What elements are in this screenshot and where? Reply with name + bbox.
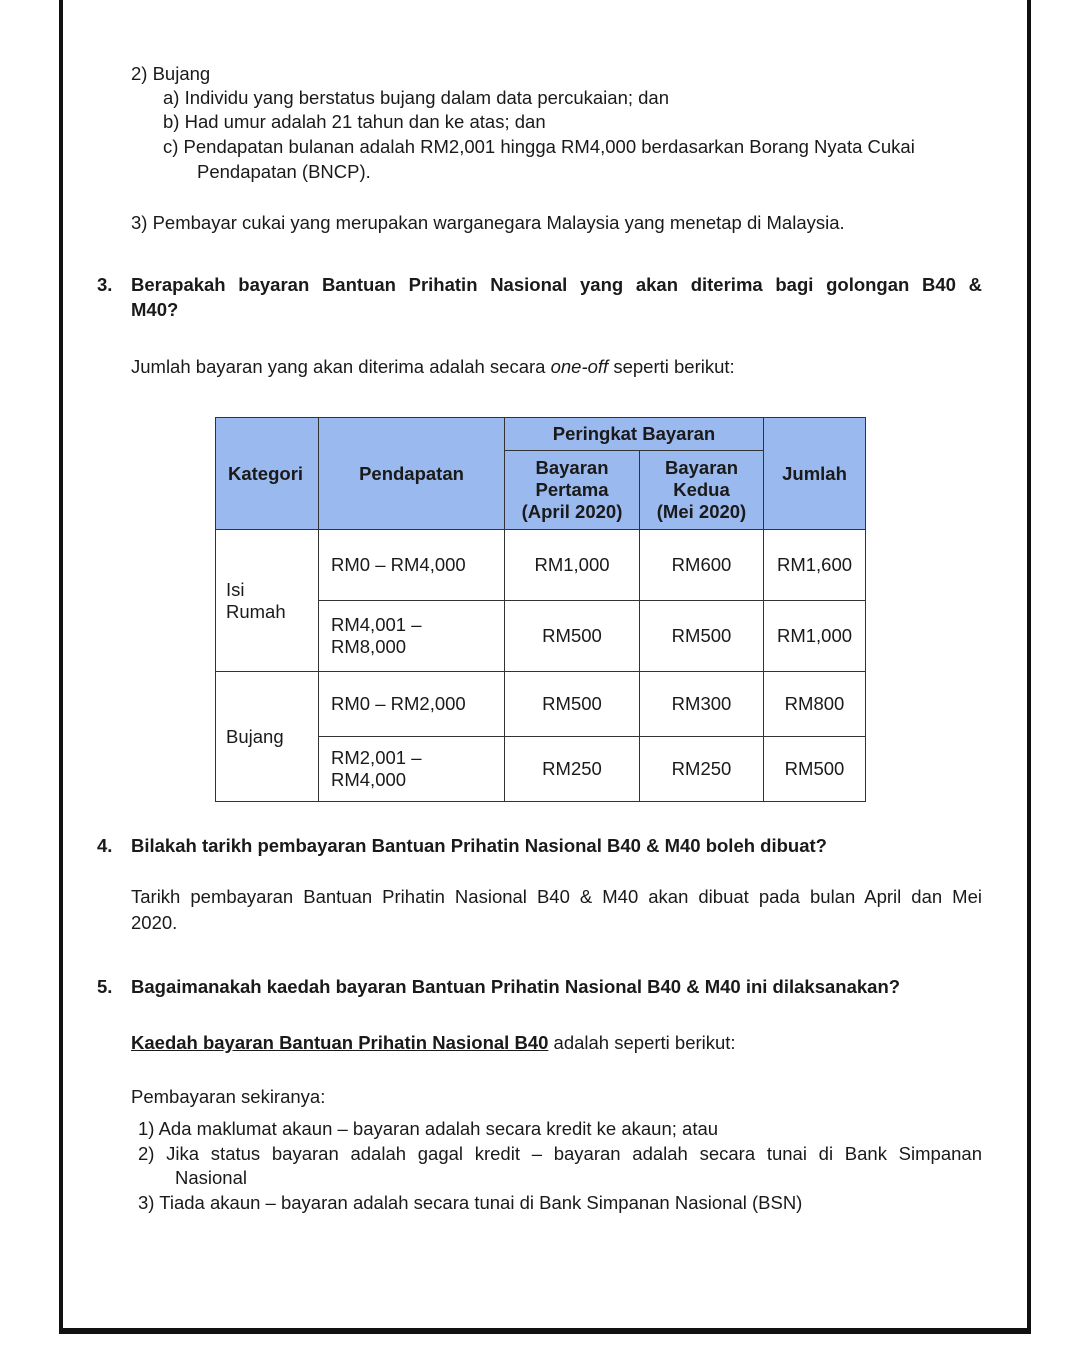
q5-number: 5. — [97, 976, 113, 997]
category-bujang: Bujang — [216, 672, 319, 802]
payment-method-3: 3) Tiada akaun – bayaran adalah secara tunai di Bank Simpanan Nasional (BSN) — [138, 1192, 803, 1213]
header-pendapatan: Pendapatan — [319, 418, 505, 530]
header-peringkat-bayaran: Peringkat Bayaran — [505, 418, 764, 451]
bujang-item-c: c) Pendapatan bulanan adalah RM2,001 hingga RM4,000 berdasarkan Borang Nyata Cukai — [163, 136, 915, 157]
first-payment-cell: RM500 — [505, 601, 640, 672]
q4-answer-line1: Tarikh pembayaran Bantuan Prihatin Nasional B40 & M40 akan dibuat pada bulan April dan Mei — [131, 886, 982, 907]
total-cell: RM800 — [764, 672, 866, 737]
bujang-heading: 2) Bujang — [131, 63, 211, 84]
header-jumlah: Jumlah — [764, 418, 866, 530]
q4-answer-line2: 2020. — [131, 912, 178, 933]
total-cell: RM500 — [764, 737, 866, 802]
criteria-item-3: 3) Pembayar cukai yang merupakan warganegara Malaysia yang menetap di Malaysia. — [131, 212, 845, 233]
pembayaran-sekiranya: Pembayaran sekiranya: — [131, 1086, 326, 1107]
q3-question-line2: M40? — [131, 299, 179, 320]
page-border-right — [1027, 0, 1031, 1334]
table-header-row-1 — [216, 418, 866, 451]
q3-answer: Jumlah bayaran yang akan diterima adalah secara one-off seperti berikut: — [131, 356, 735, 377]
q4-number: 4. — [97, 835, 113, 856]
q5-question: Bagaimanakah kaedah bayaran Bantuan Prihatin Nasional B40 & M40 ini dilaksanakan? — [131, 976, 901, 997]
first-payment-cell: RM1,000 — [505, 530, 640, 601]
q3-number: 3. — [97, 274, 113, 295]
income-cell: RM0 – RM4,000 — [319, 530, 505, 601]
income-cell: RM2,001 – RM4,000 — [319, 737, 505, 802]
header-kategori: Kategori — [216, 418, 319, 530]
table-row — [216, 530, 866, 601]
second-payment-cell: RM250 — [640, 737, 764, 802]
payment-method-1: 1) Ada maklumat akaun – bayaran adalah secara kredit ke akaun; atau — [138, 1118, 719, 1139]
total-cell: RM1,600 — [764, 530, 866, 601]
bujang-item-b: b) Had umur adalah 21 tahun dan ke atas; dan — [163, 111, 546, 132]
second-payment-cell: RM300 — [640, 672, 764, 737]
second-payment-cell: RM500 — [640, 601, 764, 672]
total-cell: RM1,000 — [764, 601, 866, 672]
bujang-item-c-cont: Pendapatan (BNCP). — [197, 161, 371, 182]
payment-method-2-cont: Nasional — [175, 1167, 247, 1188]
first-payment-cell: RM250 — [505, 737, 640, 802]
bujang-item-a: a) Individu yang berstatus bujang dalam data percukaian; dan — [163, 87, 670, 108]
category-isi-rumah: Isi Rumah — [216, 530, 319, 672]
page-border-left — [59, 0, 63, 1334]
first-payment-cell: RM500 — [505, 672, 640, 737]
payment-table — [215, 417, 866, 802]
second-payment-cell: RM600 — [640, 530, 764, 601]
payment-method-2: 2) Jika status bayaran adalah gagal kredit – bayaran adalah secara tunai di Bank Simpanan — [138, 1143, 982, 1164]
table-row — [216, 672, 866, 737]
income-cell: RM0 – RM2,000 — [319, 672, 505, 737]
q3-question-line1: Berapakah bayaran Bantuan Prihatin Nasional yang akan diterima bagi golongan B40 & — [131, 274, 982, 295]
header-bayaran-pertama: Bayaran Pertama (April 2020) — [505, 451, 640, 530]
kaedah-b40: Kaedah bayaran Bantuan Prihatin Nasional B40 adalah seperti berikut: — [131, 1032, 736, 1053]
page-border-bottom — [59, 1328, 1031, 1334]
q4-question: Bilakah tarikh pembayaran Bantuan Prihatin Nasional B40 & M40 boleh dibuat? — [131, 835, 827, 856]
header-bayaran-kedua: Bayaran Kedua (Mei 2020) — [640, 451, 764, 530]
income-cell: RM4,001 – RM8,000 — [319, 601, 505, 672]
